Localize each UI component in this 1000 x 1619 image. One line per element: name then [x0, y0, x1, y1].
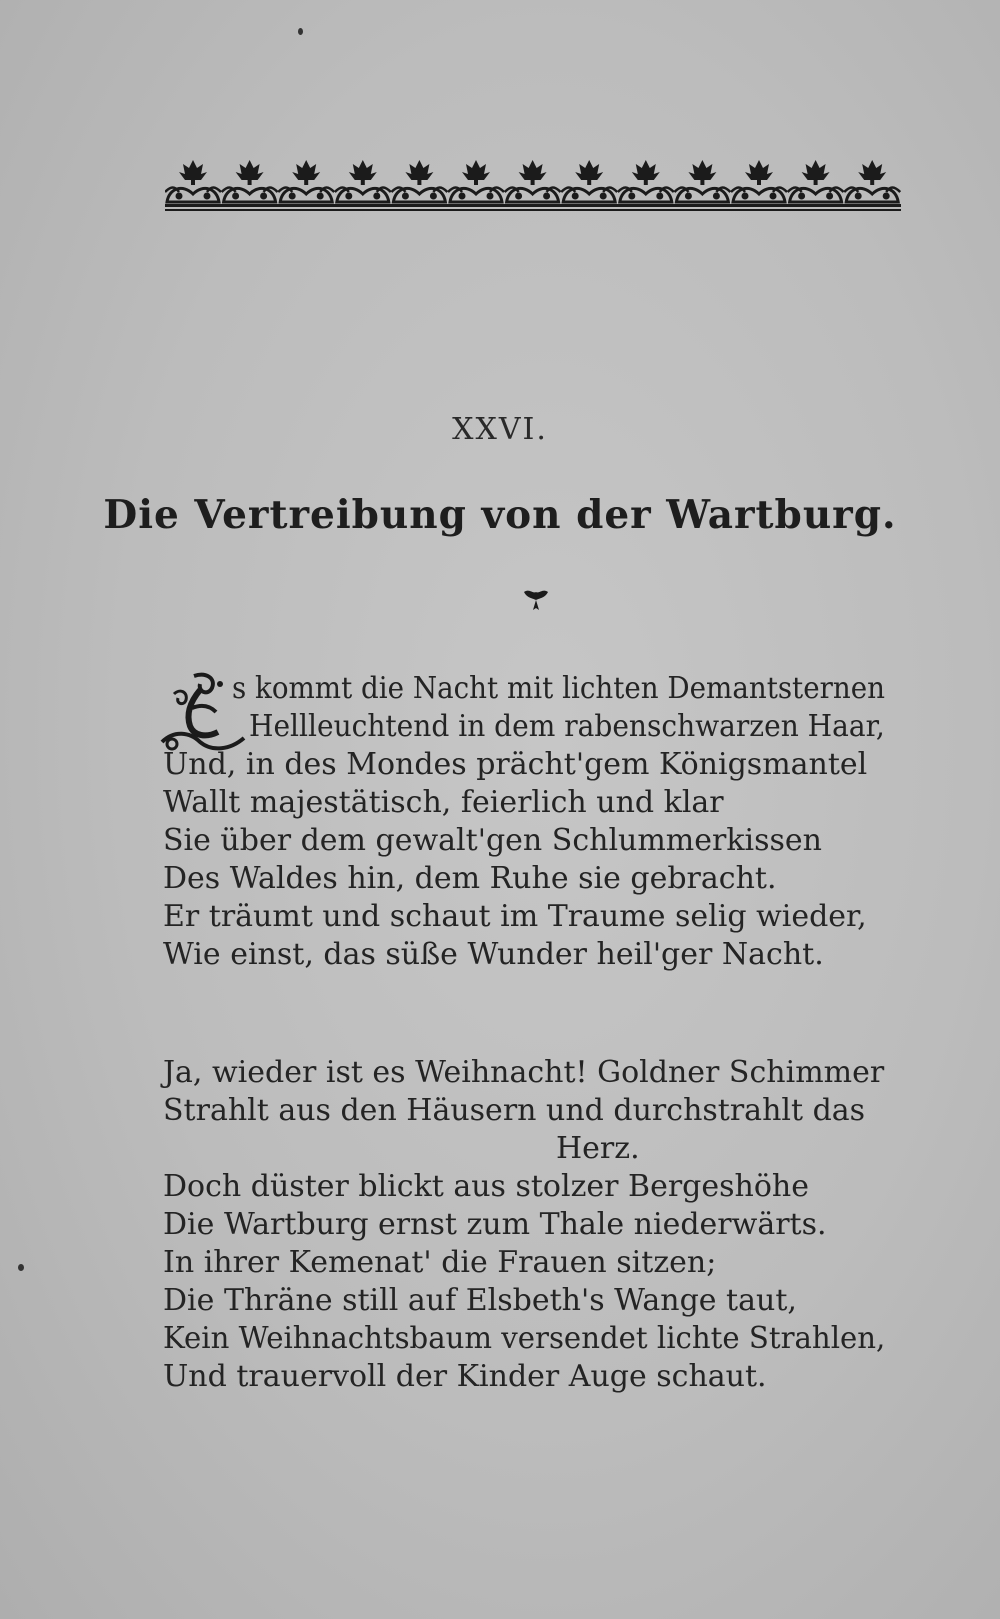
- verse-line: Kein Weihnachtsbaum versendet lichte Strahlen,: [163, 1321, 886, 1356]
- verse-line: Hellleuchtend in dem rabenschwarzen Haar,: [249, 709, 885, 744]
- floral-border-icon: [165, 158, 901, 214]
- verse-line: Die Thräne still auf Elsbeth's Wange taut,: [163, 1283, 797, 1318]
- verse-line: Und trauervoll der Kinder Auge schaut.: [163, 1359, 767, 1394]
- verse-line: Strahlt aus den Häusern und durchstrahlt das: [163, 1093, 866, 1128]
- verse-line: Wallt majestätisch, feierlich und klar: [163, 785, 724, 820]
- ink-speck: [298, 28, 303, 35]
- verse-line: Sie über dem gewalt'gen Schlummerkissen: [163, 823, 822, 858]
- verse-line: Ja, wieder ist es Weihnacht! Goldner Schimmer: [163, 1055, 885, 1090]
- chapter-title: Die Vertreibung von der Wartburg.: [103, 492, 897, 538]
- verse-line: Des Waldes hin, dem Ruhe sie gebracht.: [163, 861, 777, 896]
- verse-line: Doch düster blickt aus stolzer Bergeshöhe: [163, 1169, 809, 1204]
- verse-line: In ihrer Kemenat' die Frauen sitzen;: [163, 1245, 717, 1280]
- fleuron-icon: [521, 586, 551, 616]
- verse-line: Er träumt und schaut im Traume selig wieder,: [163, 899, 867, 934]
- verse-line: Wie einst, das süße Wunder heil'ger Nacht.: [163, 937, 824, 972]
- chapter-number: XXVI.: [452, 412, 548, 447]
- verse-line: s kommt die Nacht mit lichten Demantsternen: [232, 671, 885, 706]
- ink-speck: [18, 1264, 24, 1271]
- verse-line: Und, in des Mondes prächt'gem Königsmantel: [163, 747, 868, 782]
- verse-line: Die Wartburg ernst zum Thale niederwärts.: [163, 1207, 827, 1242]
- verse-line: Herz.: [556, 1131, 640, 1166]
